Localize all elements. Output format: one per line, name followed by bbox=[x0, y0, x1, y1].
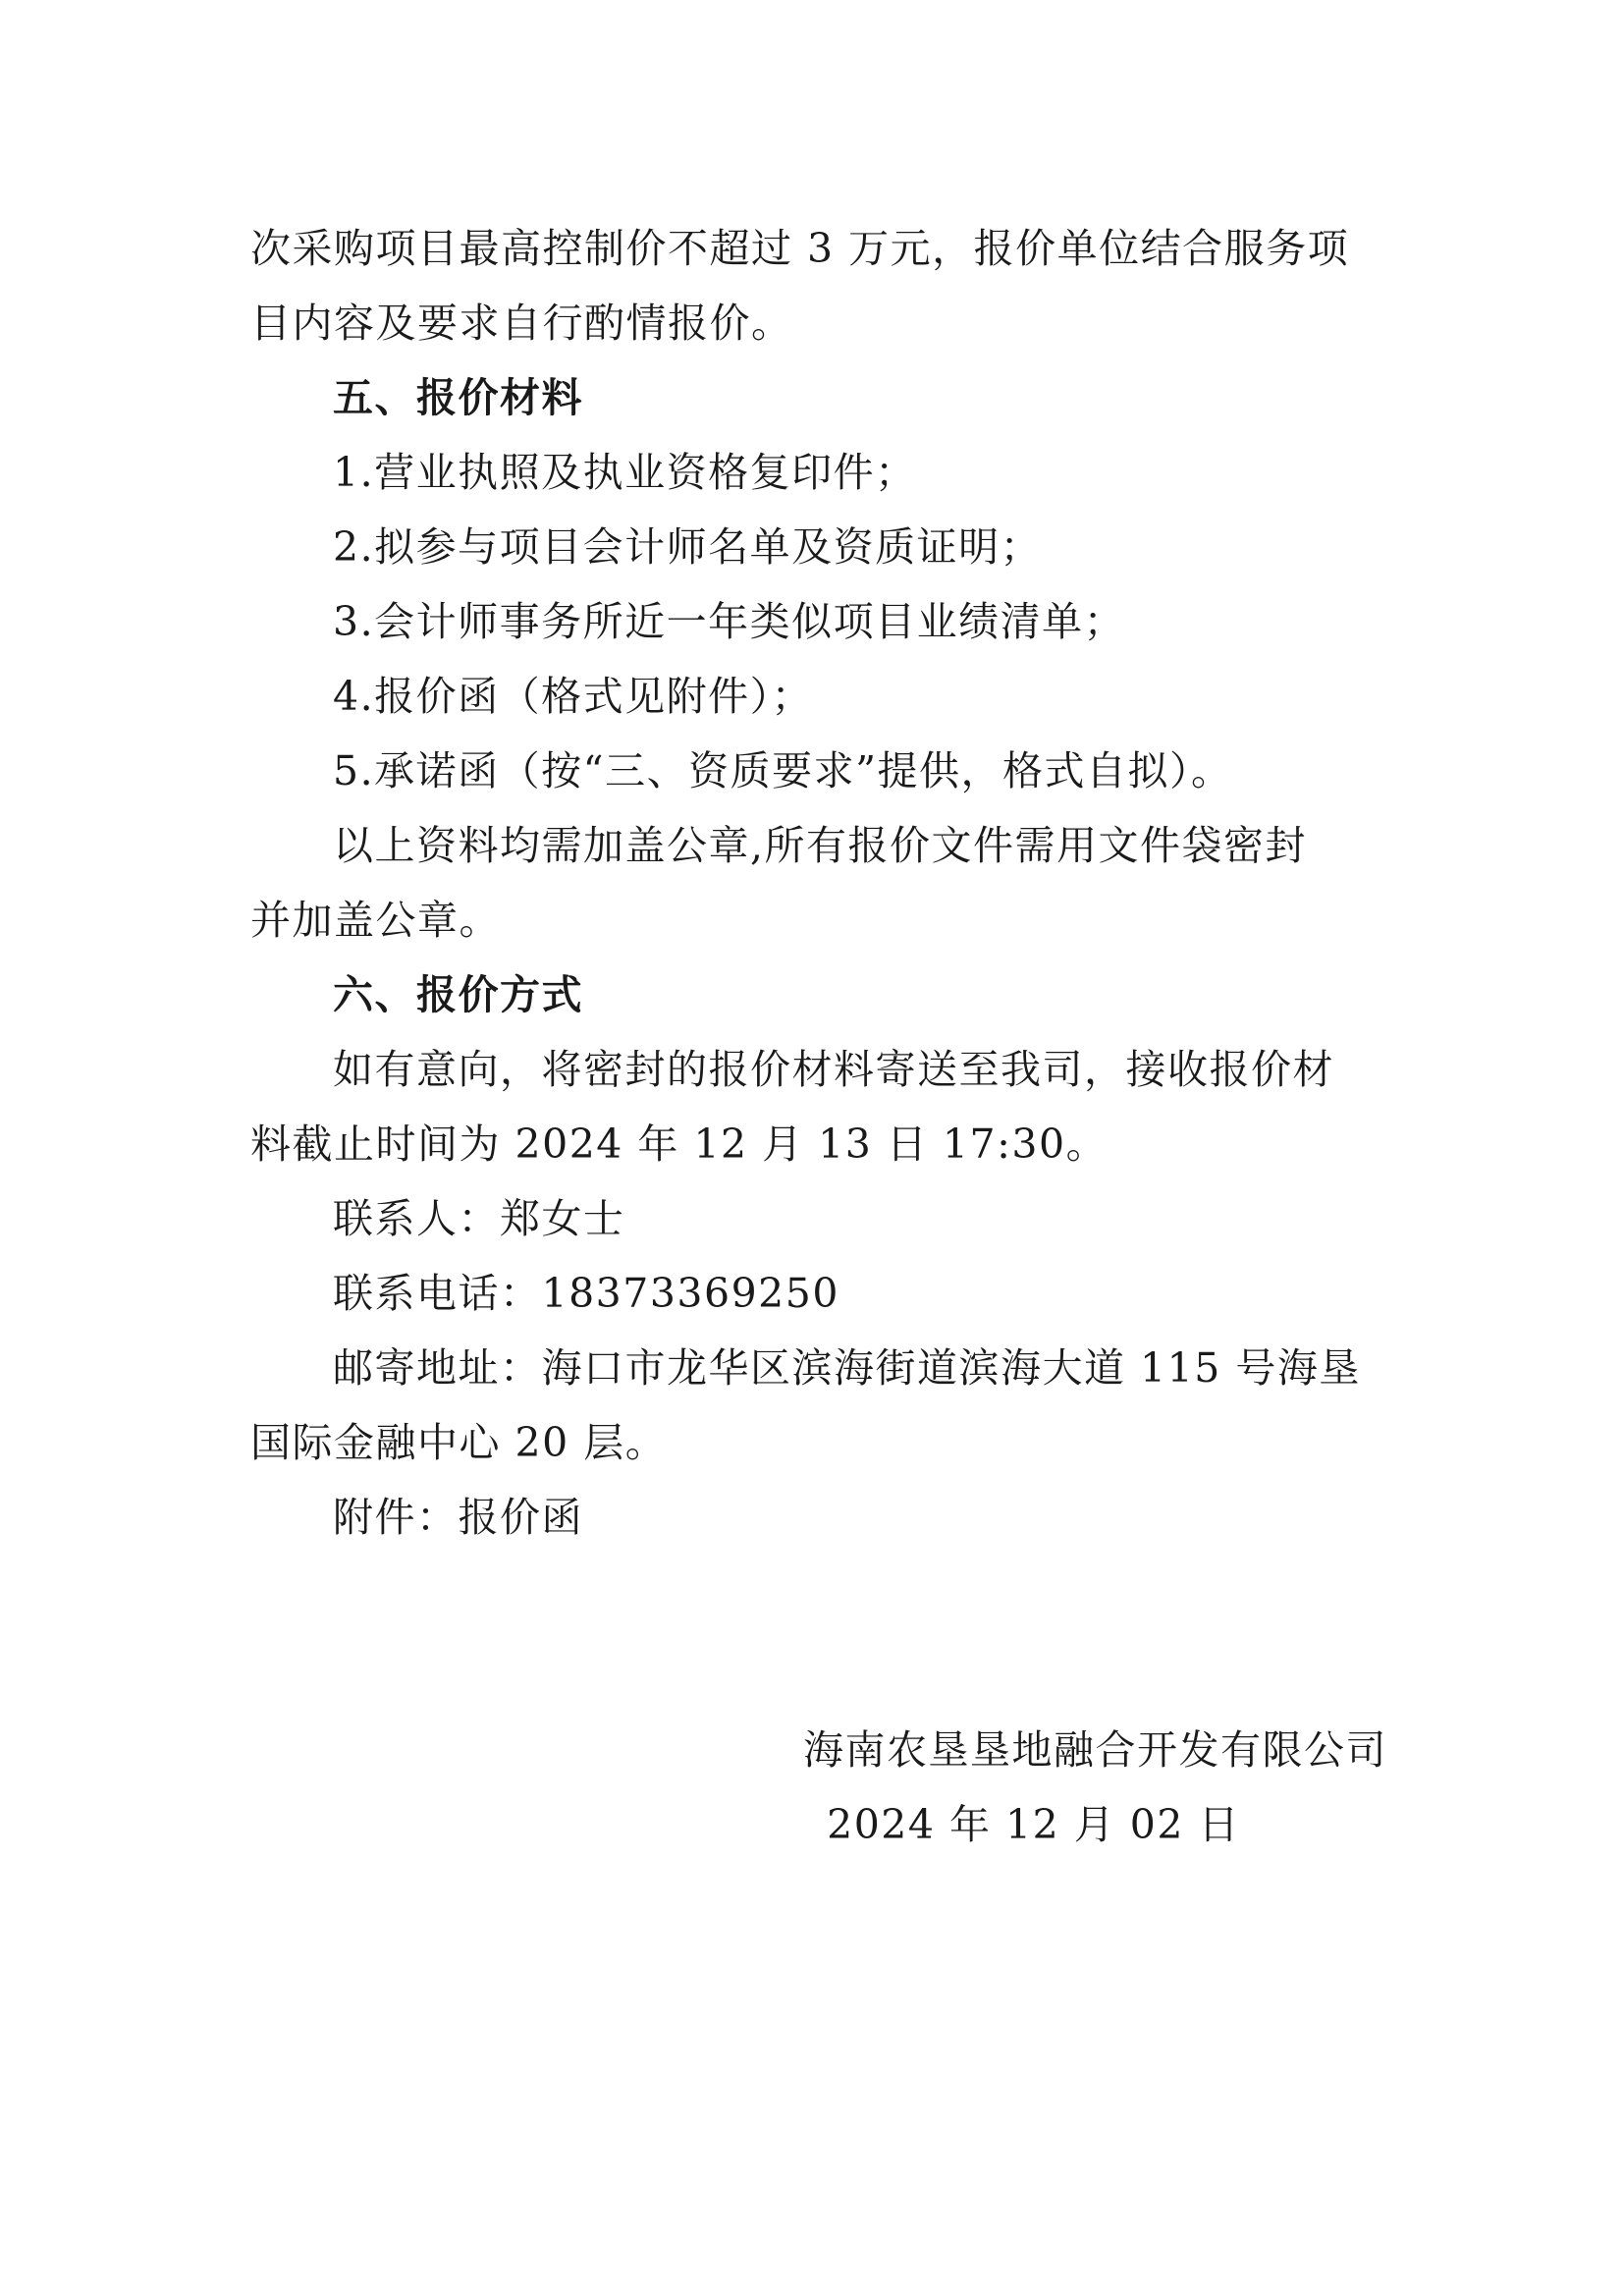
attachment-note: 附件：报价函 bbox=[333, 1494, 583, 1541]
material-item-1: 1.营业执照及执业资格复印件； bbox=[333, 449, 917, 496]
signature-date: 2024 年 12 月 02 日 bbox=[827, 1801, 1240, 1848]
signature-company: 海南农垦垦地融合开发有限公司 bbox=[803, 1726, 1387, 1774]
material-item-4: 4.报价函（格式见附件）； bbox=[333, 673, 814, 720]
material-item-5: 5.承诺函（按“三、资质要求”提供，格式自拟）。 bbox=[333, 747, 1233, 794]
material-item-2: 2.拟参与项目会计师名单及资质证明； bbox=[333, 523, 1043, 571]
address-line-2: 国际金融中心 20 层。 bbox=[250, 1419, 668, 1466]
seal-paragraph bbox=[250, 808, 1389, 957]
seal-line-2: 并加盖公章。 bbox=[250, 897, 501, 944]
section-5-heading: 五、报价材料 bbox=[333, 374, 583, 421]
section-6-heading: 六、报价方式 bbox=[333, 971, 583, 1018]
submit-line-1: 如有意向，将密封的报价材料寄送至我司，接收报价材 bbox=[333, 1046, 1334, 1093]
material-item-3: 3.会计师事务所近一年类似项目业绩清单； bbox=[333, 598, 1126, 645]
seal-line-1: 以上资料均需加盖公章,所有报价文件需用文件袋密封 bbox=[333, 822, 1308, 869]
address-paragraph bbox=[250, 1331, 1389, 1480]
contact-person: 联系人：郑女士 bbox=[333, 1195, 625, 1242]
price-line-2: 目内容及要求自行酌情报价。 bbox=[250, 300, 793, 347]
price-line-1: 次采购项目最高控制价不超过 3 万元，报价单位结合服务项 bbox=[250, 225, 1350, 272]
price-paragraph bbox=[250, 211, 1389, 360]
contact-phone: 联系电话：18373369250 bbox=[333, 1270, 839, 1317]
submit-paragraph bbox=[250, 1032, 1389, 1181]
submit-line-2: 料截止时间为 2024 年 12 月 13 日 17:30。 bbox=[250, 1121, 1109, 1168]
address-line-1: 邮寄地址：海口市龙华区滨海街道滨海大道 115 号海垦 bbox=[333, 1344, 1361, 1392]
